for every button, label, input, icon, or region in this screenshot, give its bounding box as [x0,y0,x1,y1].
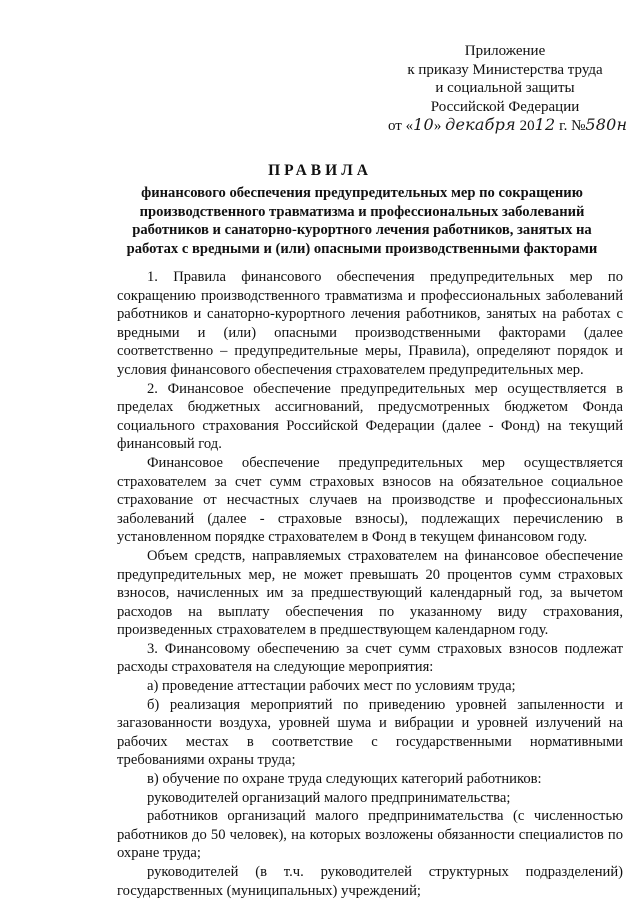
appendix-header [380,42,630,136]
order-date-line [388,116,630,136]
handwritten-day: 10 [413,115,434,134]
paragraph-2-volume: Объем средств, направляемых страхователем на финансовое обеспечение предупредительных мер, не может превышать 20 процентов сумм страховых взносов, начисленных им за предшествующий календарный год, за вычетом расходов на выплату обеспечения по указанному виду страхования, произведенных страхователем в предшествующем календарном году. [117,547,623,639]
list-subitem-2: работников организаций малого предпринимательства (с численностью работников до 50 человек), на которых возложены обязанности специалистов по охране труда; [117,808,623,862]
document-body [117,268,623,900]
paragraph-3: 3. Финансовому обеспечению за счет сумм страховых взносов подлежат расходы страхователя на следующие мероприятия: [117,640,623,676]
paragraph-2-financing: Финансовое обеспечение предупредительных мер осуществляется страхователем за счет сумм страховых взносов на обязательное социальное страхование от несчастных случаев на производстве и профессиональных заболеваний (далее - страховые взносы), подлежащих перечислению в установленном порядке страхователем в Фонд в текущем финансовом году. [117,454,623,546]
list-item-a: а) проведение аттестации рабочих мест по условиям труда; [147,678,516,695]
country-line: Российской Федерации [430,98,580,115]
list-subitem-1: руководителей организаций малого предпринимательства; [147,789,511,806]
date-mid: » [433,118,446,134]
document-subtitle: финансового обеспечения предупредительных мер по сокращению производственного травматизма и профессиональных заболеваний работников и санаторно-курортного лечения работников, занятых на работах с вредными и (или) опасными производственными факторами [126,185,598,257]
date-year-prefix: 20 [515,118,535,134]
handwritten-month: декабря [445,115,516,134]
appendix-label: Приложение [464,43,546,59]
document-title: ПРАВИЛА [268,162,372,179]
date-prefix: от « [388,118,414,134]
date-year-suffix: г. № [555,118,586,134]
paragraph-1: 1. Правила финансового обеспечения предупредительных мер по сокращению производственного травматизма и профессиональных заболеваний работников и санаторно-курортного лечения работников, занятых на работах с вредными и (или) опасными производственными факторами (далее соответственно – предупредительные меры, Правила), определяют порядок и условия финансового обеспечения страхователем предупредительных мер. [117,269,623,378]
list-subitem-3: руководителей (в т.ч. руководителей структурных подразделений) государственных (муниципальных) учреждений; [117,864,623,899]
list-item-b: б) реализация мероприятий по приведению уровней запыленности и загазованности воздуха, уровней шума и вибрации и уровней излучений на рабочих местах в соответствие с государственными нормативными требованиями охраны труда; [117,696,623,769]
order-reference: к приказу Министерства труда [407,61,603,78]
handwritten-year: 12 [534,115,556,134]
paragraph-2: 2. Финансовое обеспечение предупредительных мер осуществляется в пределах бюджетных ассигнований, предусмотренных бюджетом Фонда социального страхования Российской Федерации (далее - Фонд) на текущий финансовый год. [117,380,623,453]
list-item-v: в) обучение по охране труда следующих категорий работников: [147,771,542,788]
handwritten-order-number: 580н [585,115,628,134]
ministry-line: и социальной защиты [435,80,575,96]
